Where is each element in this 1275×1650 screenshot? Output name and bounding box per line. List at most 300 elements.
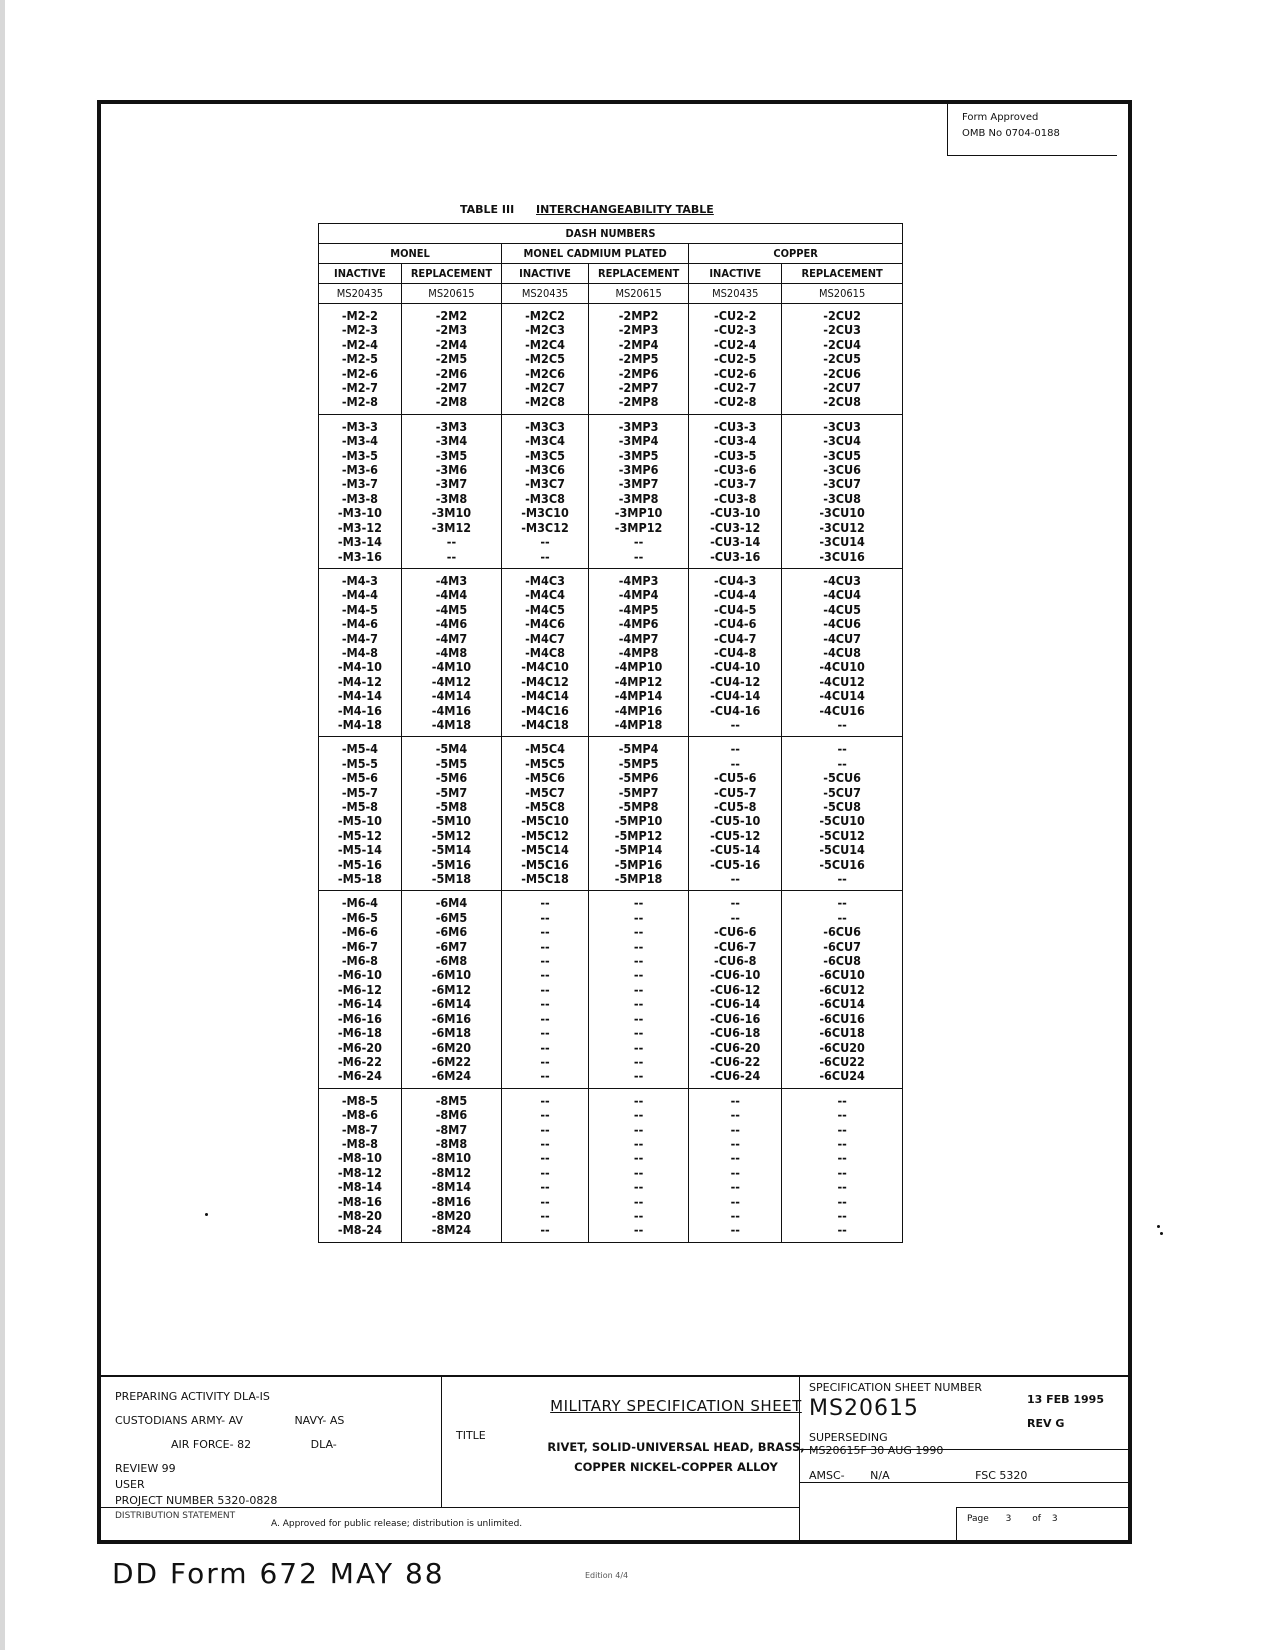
dash-number: -M3C6: [525, 462, 565, 478]
dash-number: -M6-14: [337, 996, 382, 1012]
dash-number: -2CU7: [823, 380, 861, 396]
dash-number: -2CU2: [823, 308, 861, 323]
dash-number: -5CU7: [823, 784, 861, 800]
dash-number: -5CU14: [819, 842, 865, 858]
dash-number: -CU6-10: [710, 967, 761, 983]
table-block: [319, 304, 903, 415]
table-cell: [502, 568, 589, 736]
dash-number: --: [837, 1107, 847, 1123]
table-caption: [460, 203, 760, 216]
dash-number: -M2C4: [525, 336, 565, 352]
dash-number: -3CU10: [819, 505, 865, 521]
dash-number: -M3C3: [525, 418, 565, 434]
dash-number: -8M24: [431, 1222, 472, 1238]
dash-number: -CU2-5: [714, 351, 757, 367]
dash-number: --: [730, 1150, 740, 1166]
dash-number: -M5C7: [525, 784, 565, 800]
dash-number: --: [633, 1179, 644, 1195]
dash-number: -4M5: [435, 601, 468, 617]
dash-number: -6CU22: [819, 1053, 865, 1069]
amsc-rule: [799, 1482, 1128, 1483]
dash-number: -CU3-7: [714, 476, 757, 492]
dash-number: -M3-14: [337, 534, 382, 550]
dash-number: -3M10: [431, 505, 472, 521]
dash-number: --: [633, 1135, 644, 1151]
dash-number: -M5C12: [521, 827, 569, 843]
dash-number: --: [633, 1222, 644, 1238]
dash-number: -M2C2: [525, 308, 565, 323]
scan-speck: [205, 1213, 208, 1216]
table-cell: [588, 414, 688, 568]
dash-number: -M5-10: [337, 813, 382, 829]
table-cell: [689, 568, 782, 736]
military-specification-sheet: MILITARY SPECIFICATION SHEET: [550, 1397, 802, 1415]
dash-number: -2MP5: [618, 351, 659, 367]
dash-number: --: [730, 895, 740, 911]
table-cell: [689, 304, 782, 415]
dash-number: -6CU20: [819, 1039, 865, 1055]
spec-revision: REV G: [1027, 1417, 1065, 1430]
dash-number: --: [837, 755, 847, 771]
dash-number: -M8-20: [337, 1207, 382, 1223]
dash-number: -CU5-12: [710, 827, 761, 843]
dash-number: -5MP5: [618, 755, 659, 771]
dash-number: -3MP5: [618, 447, 659, 463]
dash-number: -M6-10: [337, 967, 382, 983]
table-cell: [782, 568, 903, 736]
dash-number: -M2-2: [341, 308, 379, 323]
dash-number: --: [730, 1107, 740, 1123]
dash-number: -M6-22: [337, 1053, 382, 1069]
title-block: [101, 1375, 1128, 1540]
dash-number: -3CU8: [823, 490, 861, 506]
dash-number: -M3-4: [341, 433, 379, 449]
column-type-header: REPLACEMENT: [401, 264, 501, 284]
dash-number: -4CU10: [819, 659, 865, 675]
dash-number: -CU5-7: [714, 784, 757, 800]
dash-number: -5MP4: [618, 741, 659, 757]
dash-number: -5MP14: [614, 842, 663, 858]
dash-number: -M3C8: [525, 490, 565, 506]
dash-number: -M2-6: [341, 365, 379, 381]
dash-number: -3MP6: [618, 462, 659, 478]
dash-number: -3MP8: [618, 490, 659, 506]
preparing-activity: PREPARING ACTIVITY DLA-IS: [115, 1390, 270, 1403]
dash-number: --: [540, 1025, 550, 1041]
table-cell: [689, 1088, 782, 1242]
group-header: MONEL: [319, 244, 502, 264]
dash-number: -M2-8: [341, 394, 379, 410]
dash-number: -6M5: [435, 909, 468, 925]
dash-number: -M6-20: [337, 1039, 382, 1055]
dash-number: -2CU5: [823, 351, 861, 367]
code-header-row: [319, 284, 903, 304]
dash-number: -2M6: [435, 365, 468, 381]
dash-number: -6M10: [431, 967, 472, 983]
dash-number: --: [633, 1121, 644, 1137]
table-cell: [401, 737, 501, 891]
dash-number: -2M2: [435, 308, 468, 323]
dash-number: -6M7: [435, 938, 468, 954]
dash-number: -M4-4: [341, 587, 379, 603]
dash-number: -M6-18: [337, 1025, 382, 1041]
dash-number: -M3C10: [521, 505, 569, 521]
table-cell: [401, 414, 501, 568]
dash-number: -6M14: [431, 996, 472, 1012]
distribution-rule: [101, 1507, 799, 1508]
dash-number: -5CU8: [823, 799, 861, 814]
table-cell: [588, 891, 688, 1088]
dash-number: -6M18: [431, 1025, 472, 1041]
column-type-header: INACTIVE: [319, 264, 402, 284]
fsc-code: FSC 5320: [975, 1469, 1028, 1482]
dash-number: -4CU14: [819, 688, 865, 704]
dash-number: --: [540, 1107, 550, 1123]
dash-number: --: [633, 1010, 644, 1026]
dash-number: --: [540, 1092, 550, 1108]
dash-number: -8M7: [435, 1121, 468, 1137]
dash-number: --: [730, 1164, 740, 1180]
dash-number: -M3-6: [341, 462, 379, 478]
scan-speck: [1160, 1232, 1163, 1235]
dash-number: -4CU7: [823, 630, 861, 646]
dash-number: -M4-5: [341, 601, 379, 617]
dash-number: --: [633, 534, 644, 550]
table-cell: [588, 568, 688, 736]
dash-number: -6M8: [435, 953, 468, 969]
dash-number: -5M7: [435, 784, 468, 800]
dash-number: -M8-14: [337, 1179, 382, 1195]
dash-number: -M4C6: [525, 616, 565, 632]
dash-number: -CU4-3: [714, 572, 757, 588]
table-cell: [502, 737, 589, 891]
dash-number: -CU3-4: [714, 433, 757, 449]
dash-number: --: [633, 548, 644, 564]
dash-number: -M2-7: [341, 380, 379, 396]
dash-number: -CU2-2: [714, 308, 757, 323]
dash-number: -3CU14: [819, 534, 865, 550]
dash-number: --: [730, 741, 740, 757]
dash-number: --: [730, 1193, 740, 1209]
table-caption-title: INTERCHANGEABILITY TABLE: [536, 203, 714, 216]
dash-number: -M5C10: [521, 813, 569, 829]
dash-number: --: [837, 1193, 847, 1209]
dash-number: --: [540, 1068, 550, 1084]
distribution-label: DISTRIBUTION STATEMENT: [115, 1511, 236, 1521]
dash-number: -4M4: [435, 587, 468, 603]
dash-number: -M5C14: [521, 842, 569, 858]
dash-number: --: [730, 1135, 740, 1151]
dash-number: -CU5-14: [710, 842, 761, 858]
dash-number: -CU2-7: [714, 380, 757, 396]
dash-number: --: [540, 1135, 550, 1151]
dash-number: --: [540, 981, 550, 997]
dash-number: --: [633, 967, 644, 983]
dash-number: -5CU16: [819, 856, 865, 872]
dash-number: -4CU8: [823, 644, 861, 660]
table-block: [319, 414, 903, 568]
table-cell: [689, 891, 782, 1088]
dash-number: -3CU12: [819, 519, 865, 535]
dash-number: -5MP8: [618, 799, 659, 814]
dash-number: -8M20: [431, 1207, 472, 1223]
dash-number: -3M7: [435, 476, 468, 492]
dash-number: -4MP6: [618, 616, 659, 632]
dash-number: -CU2-4: [714, 336, 757, 352]
column-type-header: INACTIVE: [502, 264, 589, 284]
type-header-row: [319, 264, 903, 284]
dash-number: -M4-16: [337, 702, 382, 718]
dash-number: -5MP16: [614, 856, 663, 872]
dash-number: --: [633, 938, 644, 954]
dash-number: --: [540, 938, 550, 954]
dash-number: -6M22: [431, 1053, 472, 1069]
dash-number: -CU5-6: [714, 770, 757, 786]
dash-number: -2M7: [435, 380, 468, 396]
table-cell: [588, 304, 688, 415]
dash-number: -4CU6: [823, 616, 861, 632]
dash-number: -M5-12: [337, 827, 382, 843]
superseding-rule: [799, 1449, 1128, 1450]
dash-number: -4M18: [431, 716, 472, 732]
dash-number: -M2-4: [341, 336, 379, 352]
dash-number: -8M12: [431, 1164, 472, 1180]
dash-number: -4MP10: [614, 659, 663, 675]
dash-number: --: [837, 871, 847, 887]
dash-number: -6M12: [431, 981, 472, 997]
dash-number: -5M16: [431, 856, 472, 872]
dash-number: -CU5-16: [710, 856, 761, 872]
dash-number: -6CU14: [819, 996, 865, 1012]
dash-number: --: [633, 996, 644, 1012]
dash-number: --: [540, 1010, 550, 1026]
dash-number: --: [633, 1107, 644, 1123]
dash-number: -M5C18: [521, 871, 569, 887]
dash-number: -5M4: [435, 741, 468, 757]
dash-number: -CU3-6: [714, 462, 757, 478]
spec-sheet-label: SPECIFICATION SHEET NUMBER: [809, 1381, 983, 1394]
dash-number: -CU6-16: [710, 1010, 761, 1026]
dash-number: -5CU12: [819, 827, 865, 843]
dash-number: -4M10: [431, 659, 472, 675]
dd-form-label: DD Form 672 MAY 88: [112, 1557, 445, 1590]
dash-number: -M3-16: [337, 548, 382, 564]
dash-number: --: [837, 1207, 847, 1223]
dash-number: -8M6: [435, 1107, 468, 1123]
dash-number: -CU4-16: [710, 702, 761, 718]
dash-number: --: [633, 1039, 644, 1055]
dash-number: --: [633, 1053, 644, 1069]
dash-number: -2M5: [435, 351, 468, 367]
title-line-1: RIVET, SOLID-UNIVERSAL HEAD, BRASS,: [547, 1440, 805, 1454]
dash-number: -4CU3: [823, 572, 861, 588]
table-block: [319, 568, 903, 736]
dash-number: -6CU18: [819, 1025, 865, 1041]
dash-number: -M4C12: [521, 673, 569, 689]
table-cell: [782, 737, 903, 891]
dash-number: -M5C6: [525, 770, 565, 786]
dash-number: --: [837, 1164, 847, 1180]
dash-number: -M4-12: [337, 673, 382, 689]
dash-number: -M3-10: [337, 505, 382, 521]
dash-number: --: [540, 1150, 550, 1166]
dash-number: --: [633, 895, 644, 911]
dash-number: --: [633, 1164, 644, 1180]
dash-number: -3M5: [435, 447, 468, 463]
table-cell: [319, 304, 402, 415]
scan-edge: [0, 0, 5, 1650]
column-code-header: MS20615: [588, 284, 688, 304]
dash-number: -4MP14: [614, 688, 663, 704]
dash-number: -M6-7: [341, 938, 379, 954]
dash-number: -4M16: [431, 702, 472, 718]
dash-number: -3M6: [435, 462, 468, 478]
dash-number: --: [633, 1193, 644, 1209]
air-force-row: [115, 1433, 435, 1457]
dash-number: -M3C7: [525, 476, 565, 492]
interchangeability-table: [318, 223, 903, 1243]
table-cell: [782, 891, 903, 1088]
footer-edition: Edition 4/4: [585, 1571, 629, 1580]
table-cell: [401, 891, 501, 1088]
dash-number: -4MP3: [618, 572, 659, 588]
dash-number: -5M14: [431, 842, 472, 858]
dash-number: --: [446, 548, 457, 564]
dash-number: --: [730, 1179, 740, 1195]
table-cell: [401, 1088, 501, 1242]
dash-number: -3MP10: [614, 505, 663, 521]
dash-number: --: [540, 548, 550, 564]
amsc-row: [809, 1469, 1124, 1482]
dash-number: -CU6-6: [714, 924, 757, 940]
dash-number: --: [540, 1193, 550, 1209]
dash-number: --: [837, 741, 847, 757]
dash-number: -6CU12: [819, 981, 865, 997]
column-type-header: INACTIVE: [689, 264, 782, 284]
dash-number: -M5C16: [521, 856, 569, 872]
table-cell: [319, 891, 402, 1088]
title-block-left: [115, 1385, 435, 1523]
dash-number: -M2C5: [525, 351, 565, 367]
dla-custodian: DLA-: [310, 1438, 337, 1451]
dash-number: --: [633, 1092, 644, 1108]
dash-number: -3M8: [435, 490, 468, 506]
dash-number: --: [730, 1121, 740, 1137]
dash-number: -CU4-14: [710, 688, 761, 704]
approval-statement: A. Approved for public release; distribution is unlimited.: [271, 1519, 523, 1529]
dash-number: -CU3-5: [714, 447, 757, 463]
dash-number: -CU6-18: [710, 1025, 761, 1041]
dash-number: -4MP7: [618, 630, 659, 646]
dash-number: --: [730, 1092, 740, 1108]
superseding-label: SUPERSEDING: [809, 1431, 888, 1444]
table-cell: [502, 414, 589, 568]
dash-number: --: [837, 909, 847, 925]
dash-number: -3M4: [435, 433, 468, 449]
amsc-label: AMSC-: [809, 1469, 845, 1482]
dash-number: --: [540, 1121, 550, 1137]
dash-number: -M3-5: [341, 447, 379, 463]
dash-number: --: [540, 1179, 550, 1195]
dash-number: -8M8: [435, 1135, 468, 1151]
dash-number: --: [633, 981, 644, 997]
dash-number: -4CU12: [819, 673, 865, 689]
group-header-row: [319, 244, 903, 264]
table-cell: [319, 737, 402, 891]
page-label: Page: [967, 1514, 989, 1524]
omb-box: [947, 104, 1117, 156]
dash-number: -M5-6: [341, 770, 379, 786]
dash-number: -M4C4: [525, 587, 565, 603]
dash-number: -5MP12: [614, 827, 663, 843]
table-cell: [502, 891, 589, 1088]
table-body: [319, 304, 903, 1243]
dash-number: -CU4-8: [714, 644, 757, 660]
dash-number: -M4C5: [525, 601, 565, 617]
table-cell: [689, 737, 782, 891]
dash-number: -2M4: [435, 336, 468, 352]
dash-number: -M8-8: [341, 1135, 379, 1151]
dash-number: -M8-6: [341, 1107, 379, 1123]
dash-number: -3CU4: [823, 433, 861, 449]
dash-number: --: [633, 953, 644, 969]
dash-number: --: [633, 924, 644, 940]
page-rule: [956, 1507, 1128, 1508]
dash-number: -M4-8: [341, 644, 379, 660]
dash-number: -4CU5: [823, 601, 861, 617]
column-code-header: MS20435: [689, 284, 782, 304]
omb-line2: OMB No 0704-0188: [962, 128, 1060, 139]
dash-number: -CU6-7: [714, 938, 757, 954]
dash-number: -CU4-7: [714, 630, 757, 646]
column-code-header: MS20435: [502, 284, 589, 304]
dash-number: -4M8: [435, 644, 468, 660]
dash-number: -6M16: [431, 1010, 472, 1026]
dash-number: --: [837, 895, 847, 911]
dash-number: -M5C4: [525, 741, 565, 757]
table-cell: [782, 1088, 903, 1242]
dash-number: -CU3-12: [710, 519, 761, 535]
dash-number: -5MP10: [614, 813, 663, 829]
dash-number: --: [540, 534, 550, 550]
dash-number: -6M24: [431, 1068, 472, 1084]
dash-number: -5MP6: [618, 770, 659, 786]
dash-number: -4M3: [435, 572, 468, 588]
dash-number: -M3-7: [341, 476, 379, 492]
dash-number: -CU3-8: [714, 490, 757, 506]
custodians-row: [115, 1409, 435, 1433]
dash-number: --: [446, 534, 457, 550]
table-block: [319, 737, 903, 891]
table-cell: [502, 304, 589, 415]
dash-number: -CU3-14: [710, 534, 761, 550]
dash-number: -8M10: [431, 1150, 472, 1166]
table-cell: [319, 1088, 402, 1242]
dash-number: --: [540, 909, 550, 925]
title-line-2: COPPER NICKEL-COPPER ALLOY: [574, 1460, 778, 1474]
dash-number: -M5-7: [341, 784, 379, 800]
dash-number: --: [730, 716, 740, 732]
dash-number: --: [730, 1222, 740, 1238]
dash-number: -M8-12: [337, 1164, 382, 1180]
dash-number: -2M3: [435, 322, 468, 338]
dash-number: -4M6: [435, 616, 468, 632]
dash-number: --: [633, 1025, 644, 1041]
column-code-header: MS20615: [401, 284, 501, 304]
dash-number: -CU6-14: [710, 996, 761, 1012]
column-code-header: MS20435: [319, 284, 402, 304]
dash-number: --: [837, 1222, 847, 1238]
